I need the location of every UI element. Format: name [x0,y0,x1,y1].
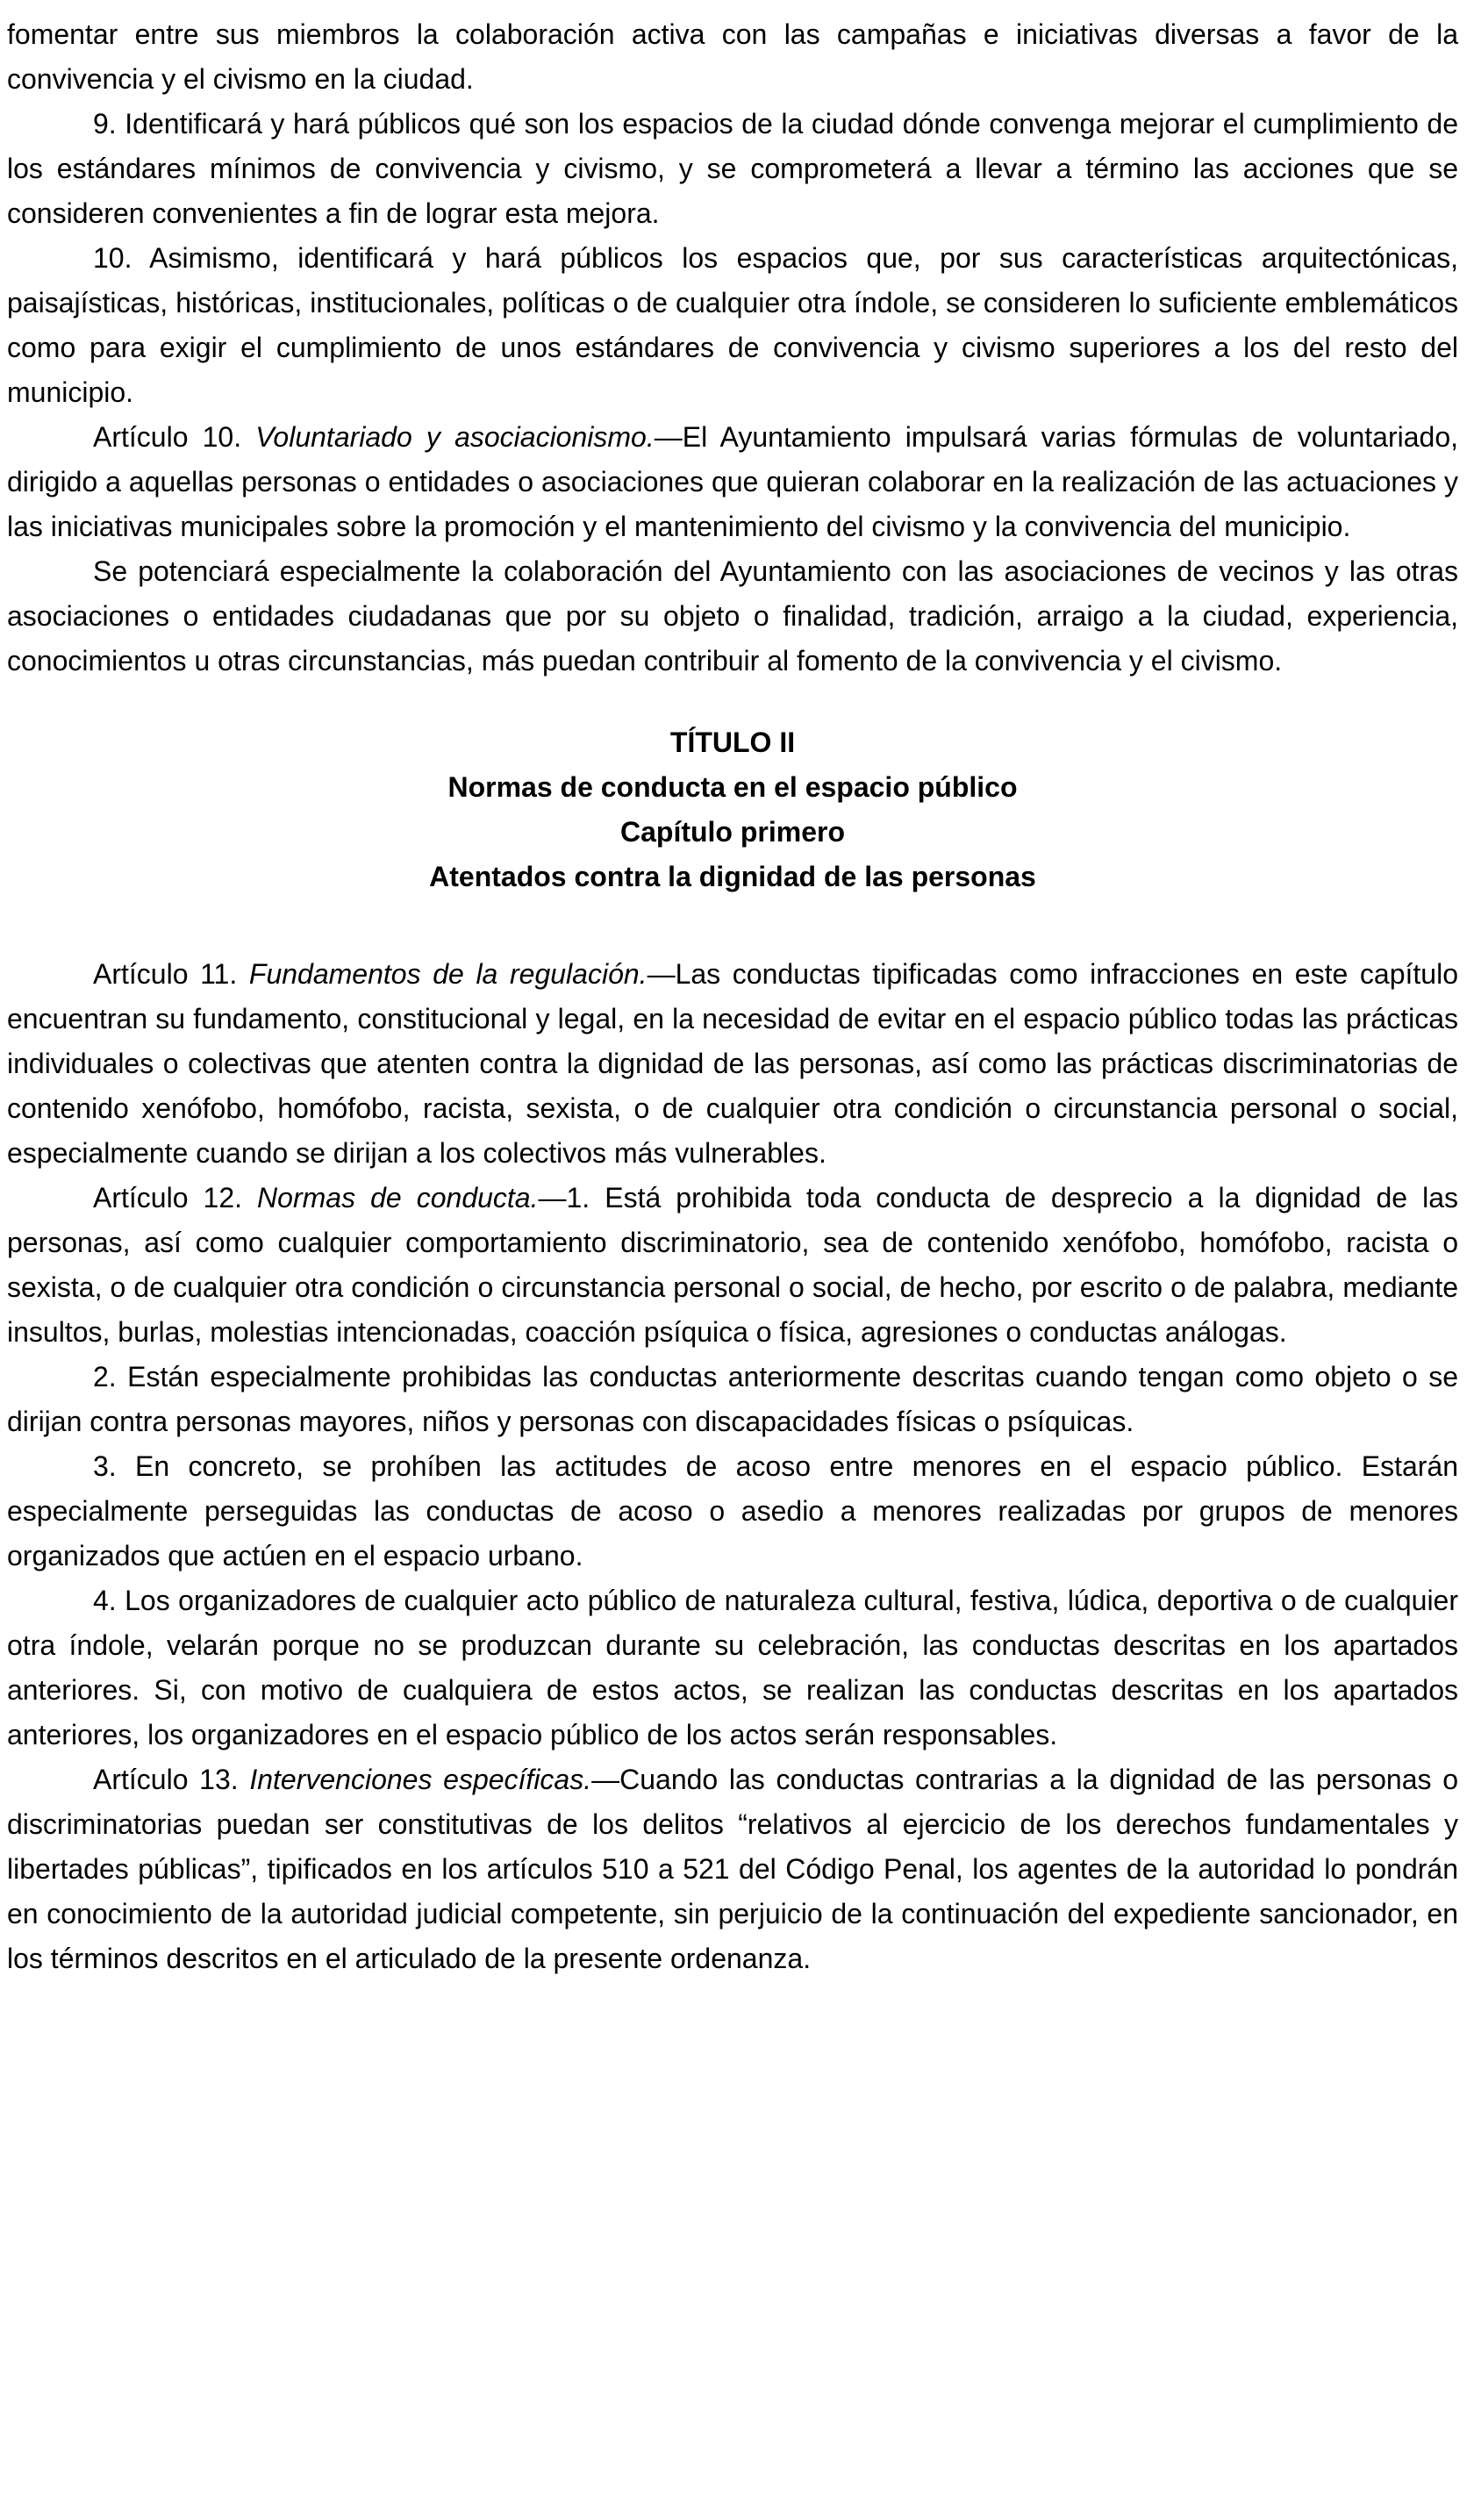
paragraph-se-potenciara [7,549,1458,684]
spacer-before-titulo [7,684,1458,720]
text-run: —El Ayuntamiento impulsará varias fórmulas de voluntariado, dirigido a aquellas personas o entidades o asociaciones que quieran colaborar en la realización de las actuaciones y las iniciativas municipales sobre la promoción y el mantenimiento del civismo y la convivencia del municipio. [7,421,1458,542]
paragraph-item-3 [7,1444,1458,1579]
paragraph-articulo-13 [7,1758,1458,1981]
heading-titulo-ii [7,720,1458,765]
text-run: TÍTULO II [669,727,796,758]
paragraph-articulo-12 [7,1176,1458,1355]
text-run: 4. Los organizadores de cualquier acto público de naturaleza cultural, festiva, lúdica, deportiva o de cualquier otra índole, velarán porque no se produzcan durante su celebración, las conductas descritas en los apartados anteriores. Si, con motivo de cualquiera de estos actos, se realizan las conductas descritas en los apartados anteriores, los organizadores en el espacio público de los actos serán responsables. [7,1585,1458,1750]
text-run: —Cuando las conductas contrarias a la dignidad de las personas o discriminatorias puedan ser constitutivas de los delitos “relativos al ejercicio de los derechos fundamentales y libertades públicas”, tipificados en los artículos 510 a 521 del Código Penal, los agentes de la autoridad lo pondrán en conocimiento de la autoridad judicial competente, sin perjuicio de la continuación del expediente sancionador, en los términos descritos en el articulado de la presente ordenanza. [7,1764,1459,1974]
paragraph-item-10 [7,236,1458,415]
paragraph-continuation-fomentar [7,12,1458,102]
text-run: Atentados contra la dignidad de las personas [429,861,1036,892]
paragraph-articulo-11 [7,952,1458,1176]
text-run: Artículo 12. [93,1182,258,1213]
text-run: 3. En concreto, se prohíben las actitudes de acoso entre menores en el espacio público. Estarán especialmente perseguidas las conductas de acoso o asedio a menores realizadas por grupos de menores organizados que actúen en el espacio urbano. [7,1450,1458,1571]
article-title-italic: Fundamentos de la regulación. [248,958,648,990]
text-run: —1. Está prohibida toda conducta de desprecio a la dignidad de las personas, así como cualquier comportamiento discriminatorio, sea de contenido xenófobo, homófobo, racista o sexista, o de cualquier otra condición o circunstancia personal o social, de hecho, por escrito o de palabra, mediante insultos, burlas, molestias intencionadas, coacción psíquica o física, agresiones o conductas análogas. [7,1182,1459,1348]
paragraph-item-2 [7,1355,1458,1444]
spacer-after-headings [7,899,1458,952]
text-run: 2. Están especialmente prohibidas las conductas anteriormente descritas cuando tengan como objeto o se dirijan contra personas mayores, niños y personas con discapacidades físicas o psíquicas. [7,1361,1458,1437]
paragraph-articulo-10 [7,415,1458,549]
text-run: Artículo 11. [93,958,249,990]
document-body [7,12,1458,1981]
article-title-italic: Intervenciones específicas. [249,1764,592,1795]
text-run: Capítulo primero [619,816,845,848]
text-run: Artículo 13. [93,1764,250,1795]
paragraph-item-4 [7,1579,1458,1758]
text-run: 9. Identificará y hará públicos qué son los espacios de la ciudad dónde convenga mejorar el cumplimiento de los estándares mínimos de convivencia y civismo, y se comprometerá a llevar a término las acciones que se consideren convenientes a fin de lograr esta mejora. [7,108,1458,229]
text-run: 10. Asimismo, identificará y hará públicos los espacios que, por sus características arquitectónicas, paisajísticas, históricas, institucionales, políticas o de cualquier otra índole, se consideren lo suficiente emblemáticos como para exigir el cumplimiento de unos estándares de convivencia y civismo superiores a los del resto del municipio. [7,242,1458,408]
text-run: fomentar entre sus miembros la colaboración activa con las campañas e iniciativas diversas a favor de la convivencia y el civismo en la ciudad. [7,18,1458,95]
heading-atentados-dignidad [7,855,1458,899]
paragraph-item-9 [7,102,1458,236]
text-run: —Las conductas tipificadas como infracciones en este capítulo encuentran su fundamento, constitucional y legal, en la necesidad de evitar en el espacio público todas las prácticas individuales o colectivas que atenten contra la dignidad de las personas, así como las prácticas discriminatorias de contenido xenófobo, homófobo, racista, sexista, o de cualquier otra condición o circunstancia personal o social, especialmente cuando se dirijan a los colectivos más vulnerables. [7,958,1459,1169]
text-run: Se potenciará especialmente la colaboración del Ayuntamiento con las asociaciones de vecinos y las otras asociaciones o entidades ciudadanas que por su objeto o finalidad, tradición, arraigo a la ciudad, experiencia, conocimientos u otras circunstancias, más puedan contribuir al fomento de la convivencia y el civismo. [7,555,1458,677]
text-run: Normas de conducta en el espacio público [447,771,1018,803]
heading-capitulo-primero [7,810,1458,855]
article-title-italic: Normas de conducta. [257,1182,539,1213]
heading-normas-de-conducta [7,765,1458,810]
article-title-italic: Voluntariado y asociacionismo. [255,421,655,453]
text-run: Artículo 10. [93,421,256,453]
